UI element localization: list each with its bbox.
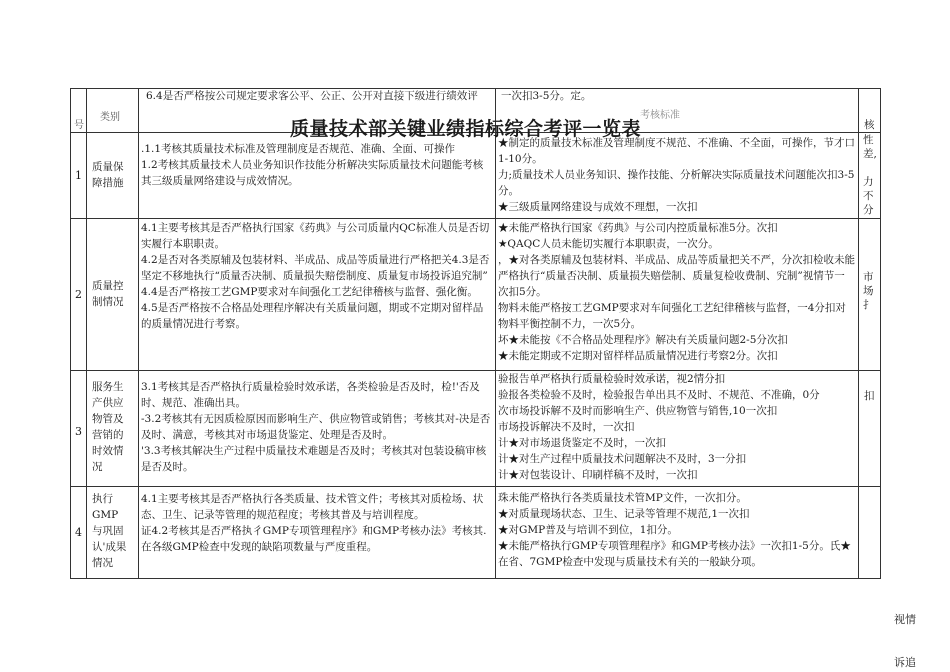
row-3-right-note: 扣: [864, 390, 875, 402]
row-3-number: 3: [75, 425, 82, 438]
row-1-right-note: 性 差, 力 不 分: [863, 134, 877, 216]
row-1-content: .1.1考核其质量技术标准及管理制度是否规范、准确、全面、可操作 1.2考核其质量技术人员业务知识作技能分析解决实际质量技术问题能考核其三级质量网络建设与成效情况。: [141, 143, 484, 187]
table-left-border: [70, 88, 71, 579]
page-title: 质量技术部关键业绩指标综合考评一览表: [290, 118, 642, 140]
header-seq-fragment: 号: [74, 120, 84, 131]
row-2-number: 2: [75, 288, 82, 301]
table-bottom-border: [70, 578, 880, 579]
table-right-border: [880, 88, 881, 579]
top-row-content: 6.4是否严格按公司规定要求客公平、公正、公开对直接下级进行绩效评: [146, 90, 478, 102]
row-1-standard: ★制定的质量技术标准及管理制度不规范、不准确、不全面，可操作，节才口1-10分。 力;质量技术人员业务知识、操作技能、分析解决实际质量技术问题能次扣3-5分。 ★三级质量网络建设与成效不理想，一次扣: [498, 137, 855, 213]
row-1-number: 1: [75, 169, 82, 182]
outside-note-1: 视情: [894, 613, 916, 626]
row-3-standard: 验报告单严格执行质量检验时效承诺，视2情分扣 验报各类检验不及时，检验报告单出具不及时、不规范、不准确，0分 次市场投诉解不及时而影响生产、供应物管与销售,10一次扣 市场投诉解决不及时，一次扣 计★对市场退货鉴定不及时，一次扣 计★对生产过程中质量技术问题解决不及时，3一分扣 计★对包装设计、印刷样稿不及时，一次扣: [498, 373, 820, 481]
header-category-fragment: 类别: [100, 112, 120, 123]
outside-note-2: 诉追: [894, 656, 916, 669]
top-row-standard: 一次扣3-5分。定。: [501, 90, 592, 102]
row-2-standard: ★未能严格执行国家《药典》与公司内控质量标准5分。次扣 ★QAQC人员未能切实履行本职职责，一次分。 ，★对各类原辅及包装材料、半成品、成品等质量把关不严，分次扣检收未能严格执行“质量否决制、质量损失赔偿制、质量复检收费制、究制”视情节一次扣5分。 物料未能严格按工艺GMP要求对车间强化工艺纪律稽核与监督，一4分扣对物料平衡控制不力，一次5分。 坏★未能按《不合格品处理程序》解决有关质量问题2-5分次扣 ★未能定期或不定期对留样样品质量情况进行考察2分。次扣: [498, 222, 855, 362]
header-standard-fragment: 考核标准: [640, 110, 680, 121]
col-category-divider: [138, 88, 139, 579]
col-num-divider: [86, 88, 87, 579]
row-2-right-note: 市 场 扌: [863, 271, 874, 311]
row-2-category: 质量控 制情况: [92, 280, 124, 308]
row-3-bottom-border: [70, 486, 880, 487]
row-3-category: 服务生 产供应 物管及 营销的 时效情 况: [92, 381, 124, 473]
col-content-divider: [495, 88, 496, 579]
row-4-standard: 珠未能严格执行各类质量技术管MP文件，一次扣分。 ★对质量现场状态、卫生、记录等管理不规范,1一次扣 ★对GMP普及与培训不到位，1扣分。 ★未能严格执行GMP专项管理程序》和GMP考核办法》一次扣1-5分。氏★在省、7GMP检查中发现与质量技术有关的一般缺分项。: [498, 492, 851, 568]
header-right-fragment: 核: [864, 119, 875, 131]
row-4-category: 执行 GMP 与巩固 认'成果 情况: [92, 493, 127, 569]
row-4-content: 4.1主要考核其是否严格执行各类质量、技术管文件；考核其对质检场、状态、卫生、记录等管理的规范程度；考核其普及与培训程度。 证4.2考核其是否严格执彳GMP专项管理程序》和GMP考核办法》考核其.在各级GMP检查中发现的缺陷项数量与严度重程。: [141, 493, 487, 553]
row-1-category: 质量保 障措施: [92, 161, 124, 189]
row-1-bottom-border: [70, 218, 880, 219]
row-2-content: 4.1主要考核其是否严格执行国家《药典》与公司质量内QC标准人员是否切实履行本职职责。 4.2是否对各类原辅及包装材料、半成品、成品等质量进行严格把关4.3是否坚定不移地执行“质量否决制、质量损失赔偿制度、质量复市场投诉追究制” 4.4是否严格按工艺GMP要求对车间强化工艺纪律稽核与监督、强化衡。 4.5是否严格按不合格品处理程序解决有关质量问题，期或不定期对留样品的质量情况进行考察。: [141, 222, 490, 330]
row-4-number: 4: [75, 526, 82, 539]
col-standard-divider: [858, 88, 859, 579]
row-3-content: 3.1考核其是否严格执行质量检验时效承诺，各类检验是否及时，检!'否及时、规范、准确出具。 -3.2考核其有无因质检原因而影响生产、供应物管或销售；考核其对-决是否及时、满意，考核其对市场退货鉴定、处理是否及时。 '3.3考核其解决生产过程中质量技术难题是否及时；考核其对包装设稿审核是否及时。: [141, 381, 491, 473]
